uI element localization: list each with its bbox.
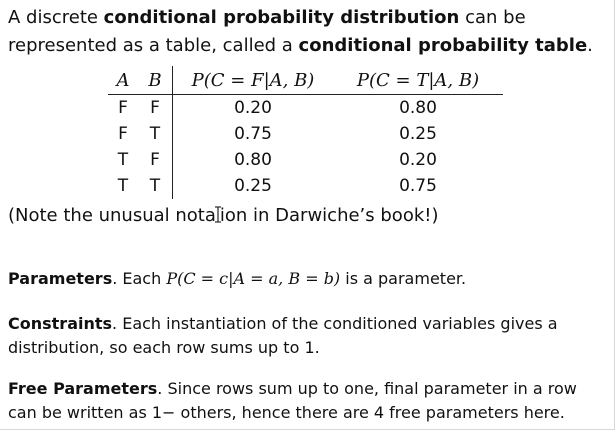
cell-a: F: [118, 124, 128, 144]
cell-b: T: [138, 173, 173, 199]
cell-p-true: 0.75: [399, 176, 437, 196]
header-b: B: [138, 66, 173, 95]
cell-b: F: [138, 95, 173, 122]
table-row: [108, 173, 503, 199]
intro-term-cpt: conditional probability table: [298, 35, 588, 56]
cell-p-false: 0.25: [234, 176, 272, 196]
cell-a: T: [117, 176, 129, 196]
parameters-formula: P(C = c|A = a, B = b): [166, 269, 341, 288]
cell-p-false: 0.80: [234, 150, 272, 170]
cell-p-false: 0.75: [234, 124, 272, 144]
conditional-probability-table: [108, 66, 503, 199]
intro-text-post: .: [587, 35, 593, 56]
free-parameters-label: Free Parameters: [8, 379, 158, 398]
cell-p-true: 0.25: [399, 124, 437, 144]
constraints-paragraph: [8, 312, 606, 360]
parameters-paragraph: [8, 267, 606, 291]
header-p-c-false: P(C = F|A, B): [173, 66, 334, 95]
constraints-text: . Each instantiation of the conditioned variables gives a distribution, so each row sums up to 1.: [8, 314, 558, 357]
parameters-tail: is a parameter.: [340, 269, 467, 288]
cell-b: T: [138, 121, 173, 147]
free-parameters-paragraph: [8, 377, 606, 425]
note-text-start: (Note the unusual nota: [8, 205, 216, 226]
table-row: [108, 95, 503, 122]
note-text-end: ion in Darwiche’s book!): [219, 205, 439, 226]
constraints-label: Constraints: [8, 314, 113, 333]
intro-text-mid: can be represented as a table, called a: [8, 7, 526, 56]
free-parameters-text: . Since rows sum up to one, final parameter in a row can be written as 1− others, hence there are 4 free parameters here.: [8, 379, 577, 422]
text-cursor-icon: [214, 206, 222, 223]
cell-a: T: [117, 150, 129, 170]
intro-text-pre: A discrete: [8, 7, 104, 28]
parameters-lead: . Each: [112, 269, 167, 288]
header-a: A: [108, 66, 138, 95]
cell-b: F: [138, 147, 173, 173]
parameters-label: Parameters: [8, 269, 113, 288]
intro-paragraph: [8, 4, 608, 60]
cell-a: F: [118, 98, 128, 118]
cell-p-true: 0.20: [399, 150, 437, 170]
table-header-row: [108, 66, 503, 95]
cell-p-true: 0.80: [399, 98, 437, 118]
cell-p-false: 0.20: [234, 98, 272, 118]
intro-term-cpd: conditional probability distribution: [103, 7, 460, 28]
table-row: [108, 121, 503, 147]
header-p-c-true: P(C = T|A, B): [333, 66, 503, 95]
darwiche-note: [8, 204, 439, 226]
table-row: [108, 147, 503, 173]
